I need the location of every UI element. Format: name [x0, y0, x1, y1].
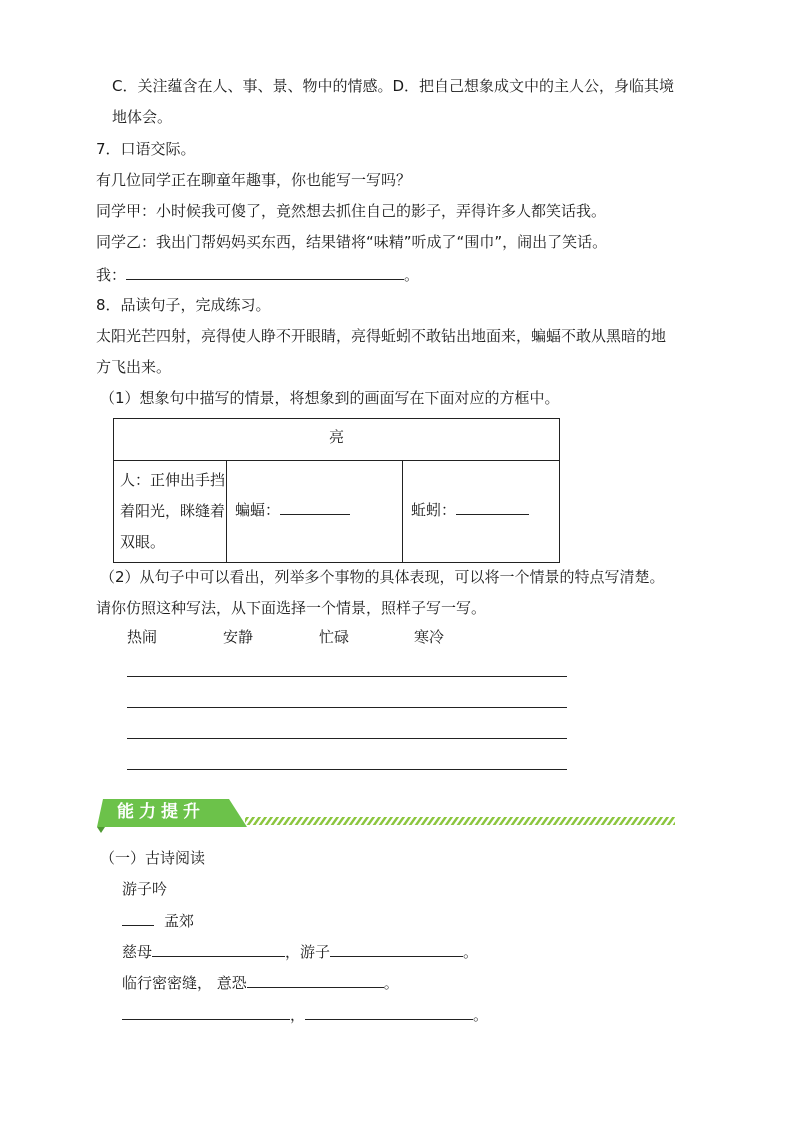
q7-answer-row: [96, 264, 419, 285]
poem-author: 孟郊: [164, 912, 195, 930]
poem-line3-end: 。: [473, 1006, 489, 1024]
writing-line[interactable]: [127, 769, 567, 770]
writing-line[interactable]: [127, 676, 567, 677]
poem-author-row: [122, 910, 194, 931]
poem-line-1: [122, 941, 478, 962]
poem-blank[interactable]: [330, 941, 463, 957]
poem-line1-b: ，游子: [285, 943, 331, 961]
q7-student-a: 同学甲：小时候我可傻了，竟然想去抓住自己的影子，弄得许多人都笑话我。: [96, 202, 607, 220]
worm-label: 蚯蚓：: [411, 501, 457, 519]
poem-blank[interactable]: [305, 1004, 473, 1020]
choice-item[interactable]: 寒冷: [414, 628, 445, 646]
q7-prompt: 有几位同学正在聊童年趣事，你也能写一写吗？: [96, 171, 412, 189]
poem-title: 游子吟: [122, 880, 168, 898]
bat-label: 蝙蝠：: [235, 501, 281, 519]
banner-title: 能力提升: [117, 802, 205, 822]
q8-sub1: （1）想象句中描写的情景，将想象到的画面写在下面对应的方框中。: [100, 389, 560, 407]
q8-sentence-line2: 方飞出来。: [96, 358, 172, 376]
cell-bat: [227, 461, 403, 563]
q7-period: 。: [404, 266, 420, 284]
bat-blank[interactable]: [280, 499, 350, 515]
poem-blank[interactable]: [122, 1004, 290, 1020]
poem-line2-a: 临行密密缝， 意恐: [122, 974, 247, 992]
option-c-line: C．关注蕴含在人、事、景、物中的情感。D．把自己想象成文中的主人公，身临其境: [112, 77, 675, 95]
poem-line2-end: 。: [383, 974, 399, 992]
q8-sub2: （2）从句子中可以看出，列举多个事物的具体表现，可以将一个情景的特点写清楚。: [100, 568, 665, 586]
q8-sentence-line1: 太阳光芒四射，亮得使人睁不开眼睛，亮得蚯蚓不敢钻出地面来，蝙蝠不敢从黑暗的地: [96, 327, 667, 345]
q7-answer-blank[interactable]: [126, 264, 404, 280]
poem-line-2: [122, 972, 399, 993]
choice-item[interactable]: 忙碌: [319, 628, 350, 646]
poem-line1-a: 慈母: [122, 943, 153, 961]
choice-item[interactable]: 热闹: [127, 628, 158, 646]
poem-blank[interactable]: [247, 972, 384, 988]
cell-worm: [403, 461, 561, 563]
q7-me-label: 我：: [96, 266, 127, 284]
poem-blank[interactable]: [152, 941, 285, 957]
poem-line3-mid: ，: [290, 1006, 306, 1024]
poem-line-3: [122, 1004, 488, 1025]
q7-title: 7．口语交际。: [96, 140, 196, 158]
dynasty-blank[interactable]: [122, 910, 154, 926]
poem-line1-end: 。: [463, 943, 479, 961]
table-header: 亮: [114, 419, 559, 461]
choice-item[interactable]: 安静: [223, 628, 254, 646]
cell-person: 人：正伸出手挡着阳光，眯缝着双眼。: [114, 461, 227, 563]
sub-section-title: （一）古诗阅读: [100, 849, 206, 867]
worm-blank[interactable]: [456, 499, 529, 515]
q7-student-b: 同学乙：我出门帮妈妈买东西，结果错将“味精”听成了“围巾”，闹出了笑话。: [96, 233, 608, 251]
q8-sub2-continuation: 请你仿照这种写法，从下面选择一个情景，照样子写一写。: [96, 599, 487, 617]
section-banner: [95, 793, 685, 835]
option-c-continuation: 地体会。: [112, 108, 173, 126]
scene-table: [113, 418, 560, 563]
q8-title: 8．品读句子，完成练习。: [96, 296, 271, 314]
writing-line[interactable]: [127, 738, 567, 739]
writing-line[interactable]: [127, 707, 567, 708]
